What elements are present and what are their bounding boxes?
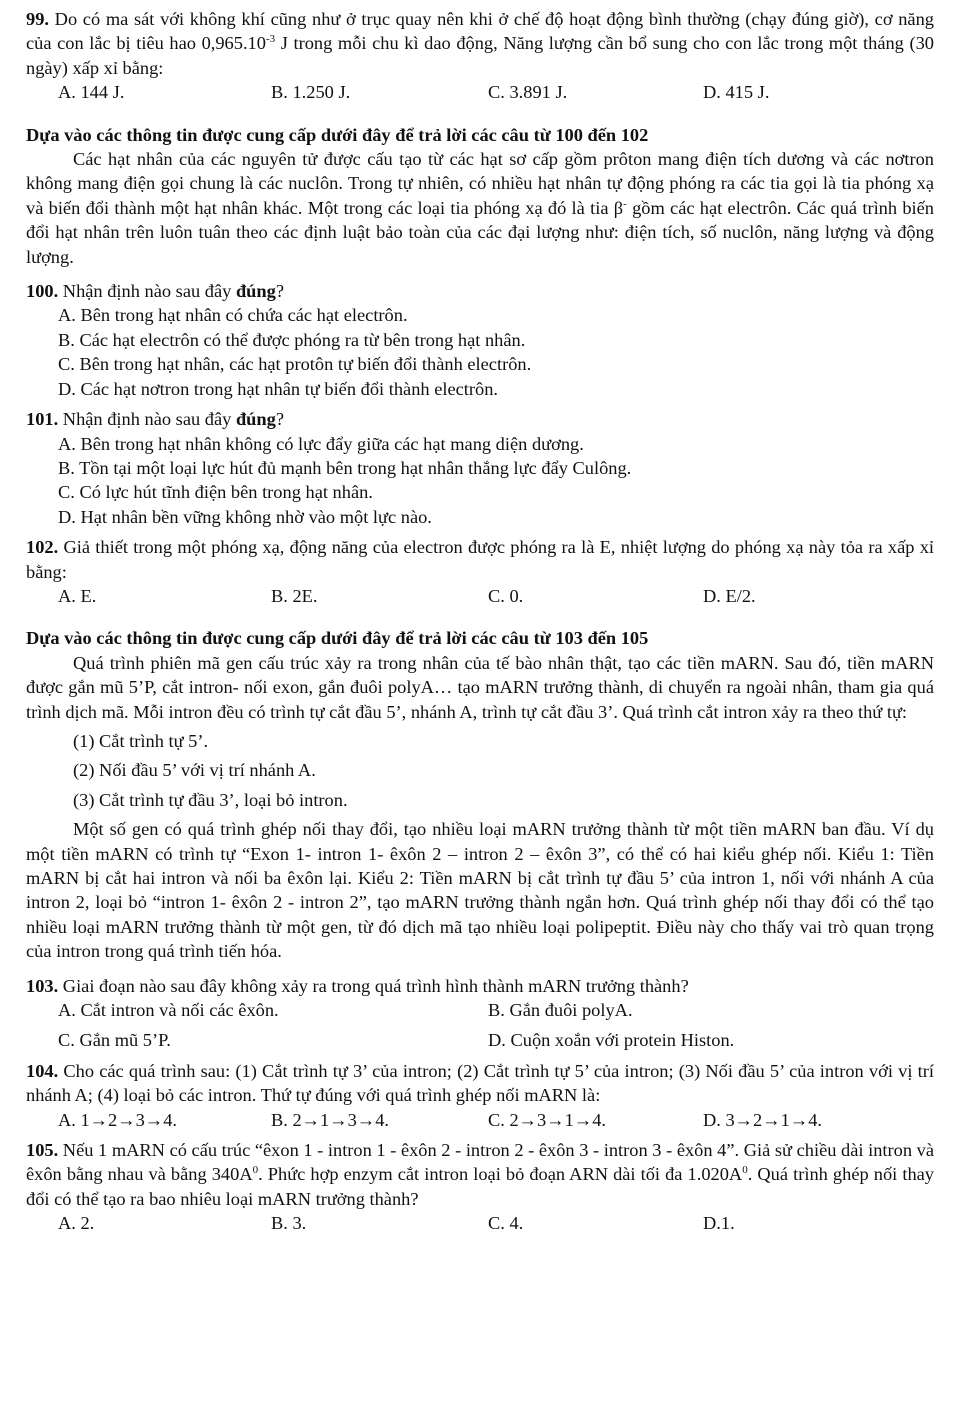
question-104 [26,1059,934,1132]
section-passage-103-105-part2: Một số gen có quá trình ghép nối thay đổi, tạo nhiều loại mARN trưởng thành từ một tiền mARN ban đầu. Ví dụ một tiền mARN có trình tự “Exon 1- intron 1- êxôn 2 – intron 2 – êxôn 3”, có thể có hai kiểu ghép nối. Kiểu 1: Tiền mARN bị cắt hai intron và nối ba êxôn lại. Kiểu 2: Tiền mARN bị cắt trình tự đầu 5’ của intron 1, nối với nhánh A của intron 2, loại bỏ “intron 1- êxôn 2 - intron 2”, tạo mARN trưởng thành ngắn hơn. Quá trình ghép nối thay đổi có thể tạo nhiều loại mARN trưởng thành từ một gen, từ đó dịch mã tạo nhiều loại polipeptit. Điều này cho thấy vai trò quan trọng của intron trong quá trình tiến hóa. [26,819,934,962]
question-number: 100. [26,281,59,302]
question-105-stem: 105. Nếu 1 mARN có cấu trúc “êxon 1 - intron 1 - êxôn 2 - intron 2 - êxôn 3 - intron 3 - êxôn 4”. Giả sử chiều dài intron và êxôn bằng nhau và bằng $340A^0$. Phức hợp enzym cắt intron loại bỏ đoạn ARN dài tối đa $1.020A^0$. Quá trình ghép nối thay đổi có thể tạo ra bao nhiêu loại mARN trưởng thành? [26,1140,934,1209]
section-passage-103-105-part1: Quá trình phiên mã gen cấu trúc xảy ra trong nhân của tế bào nhân thật, tạo các tiền mARN. Sau đó, tiền mARN được gắn mũ 5’P, cắt intron- nối exon, gắn đuôi polyA… tạo mARN trưởng thành, di chuyển ra ngoài nhân, tham gia quá trình dịch mã. Mỗi intron đều có trình tự cắt đầu 5’, nhánh A, trình tự cắt đầu 3’. Quá trình cắt intron xảy ra theo thứ tự: [26,652,934,722]
question-103-options-row2 [26,1028,934,1052]
option-a[interactable]: A. Cắt intron và nối các êxôn. [58,1000,279,1021]
section-heading-103-105: Dựa vào các thông tin được cung cấp dưới đây để trả lời các câu từ 103 đến 105 [26,628,649,649]
option-c[interactable]: C. 3.891 J. [488,82,568,103]
option-b[interactable]: B. Tồn tại một loại lực hút đủ mạnh bên trong hạt nhân thắng lực đẩy Culông. [58,457,632,478]
question-103 [26,974,934,1053]
option-c[interactable]: C. 2→3→1→4. [488,1109,607,1130]
option-b[interactable]: B. 2E. [271,585,318,606]
question-105 [26,1138,934,1236]
question-102-stem: 102. Giả thiết trong một phóng xạ, động năng của electron được phóng ra là E, nhiệt lượng do phóng xạ này tỏa ra xấp xỉ bằng: [26,537,934,582]
question-99 [26,7,934,105]
option-d[interactable]: D. Cuộn xoắn với protein Histon. [488,1030,735,1051]
question-103-stem: 103. Giai đoạn nào sau đây không xảy ra trong quá trình hình thành mARN trưởng thành? [26,975,689,996]
question-104-stem: 104. Cho các quá trình sau: (1) Cắt trình tự 3’ của intron; (2) Cắt trình tự 5’ của intron; (3) Nối đầu 5’ của intron với vị trí nhánh A; (4) loại bỏ các intron. Thứ tự đúng với quá trình ghép nối mARN là: [26,1060,934,1106]
question-102 [26,535,934,608]
step-item: (2) Nối đầu 5’ với vị trí nhánh A. [73,760,316,781]
question-101-stem: 101. Nhận định nào sau đây đúng? [26,409,284,430]
option-a[interactable]: A. Bên trong hạt nhân không có lực đẩy giữa các hạt mang diện dương. [58,433,584,454]
option-b[interactable]: B. 3. [271,1213,307,1234]
question-number: 99. [26,9,49,29]
intron-cutting-steps [26,729,934,812]
option-d[interactable]: D.1. [703,1213,735,1234]
step-item: (1) Cắt trình tự 5’. [73,730,209,751]
option-a[interactable]: A. 1→2→3→4. [58,1109,178,1130]
option-a[interactable]: A. E. [58,585,97,606]
option-c[interactable]: C. Bên trong hạt nhân, các hạt protôn tự biến đổi thành electrôn. [58,354,532,375]
option-d[interactable]: D. 415 J. [703,82,770,103]
option-d[interactable]: D. Các hạt nơtron trong hạt nhân tự biến đổi thành electrôn. [58,378,499,399]
question-number: 105. [26,1140,59,1161]
question-number: 101. [26,409,59,430]
question-99-stem: 99. Do có ma sát với không khí cũng như ở trục quay nên khi ở chế độ hoạt động bình thường (chạy đúng giờ), cơ năng của con lắc bị tiêu hao $0,965.10^{-3}$ J trong mỗi chu kì dao động, Năng lượng cần bổ sung cho con lắc trong một tháng (30 ngày) xấp xỉ bằng: [26,9,934,78]
section-passage-100-102: Các hạt nhân của các nguyên tử được cấu tạo từ các hạt sơ cấp gồm prôton mang điện tích dương và các nơtron không mang điện gọi chung là các nuclôn. Trong tự nhiên, có nhiều hạt nhân tự động phóng ra các tia gọi là tia phóng xạ và biến đổi thành một hạt nhân khác. Một trong các loại tia phóng xạ đó là tia β- gồm các hạt electrôn. Các quá trình biến đổi hạt nhân trên luôn tuân theo các định luật bảo toàn của các đại lượng như: điện tích, số nuclôn, năng lượng và động lượng. [26,149,935,267]
question-number: 104. [26,1060,59,1081]
option-d[interactable]: D. E/2. [703,585,756,606]
option-b[interactable]: B. Các hạt electrôn có thể được phóng ra từ bên trong hạt nhân. [58,329,526,350]
option-c[interactable]: C. Có lực hút tĩnh điện bên trong hạt nhân. [58,482,373,503]
question-100-stem: 100. Nhận định nào sau đây đúng? [26,281,284,302]
option-c[interactable]: C. 0. [488,585,524,606]
option-a[interactable]: A. 2. [58,1213,95,1234]
question-103-options-row1 [26,998,934,1022]
option-b[interactable]: B. 1.250 J. [271,82,351,103]
question-105-options [26,1211,934,1235]
section-heading-100-102: Dựa vào các thông tin được cung cấp dưới đây để trả lời các câu từ 100 đến 102 [26,124,649,145]
question-number: 103. [26,975,59,996]
question-102-options [26,584,934,608]
question-99-options [26,80,934,104]
option-b[interactable]: B. Gắn đuôi polyA. [488,1000,633,1021]
option-d[interactable]: D. Hạt nhân bền vững không nhờ vào một lực nào. [58,506,432,527]
question-104-options [26,1108,934,1132]
option-d[interactable]: D. 3→2→1→4. [703,1109,823,1130]
option-c[interactable]: C. 4. [488,1213,524,1234]
question-number: 102. [26,537,59,558]
question-101 [26,407,934,529]
option-a[interactable]: A. 144 J. [58,82,125,103]
question-100 [26,279,934,401]
option-a[interactable]: A. Bên trong hạt nhân có chứa các hạt electrôn. [58,305,408,326]
option-b[interactable]: B. 2→1→3→4. [271,1109,390,1130]
option-c[interactable]: C. Gắn mũ 5’P. [58,1030,171,1051]
step-item: (3) Cắt trình tự đầu 3’, loại bỏ intron. [73,789,348,810]
